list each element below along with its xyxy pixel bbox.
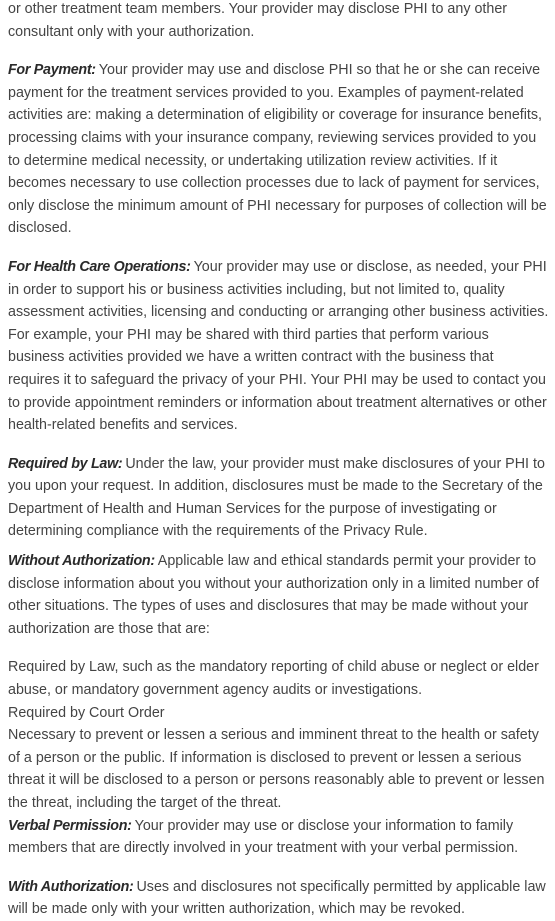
intro-paragraph: or other treatment team members. Your provider may disclose PHI to any other consultant only with your authorization. xyxy=(8,1,508,40)
without-authorization-paragraph xyxy=(8,550,549,640)
list-item: Required by Law, such as the mandatory reporting of child abuse or neglect or elder abuse, or mandatory government agency audits or investigations. xyxy=(8,659,539,699)
operations-heading: For Health Care Operations: xyxy=(8,258,191,275)
operations-text: Your provider may use or disclose, as needed, your PHI in order to support his or business activities including, but not limited to, quality assessment activities, licensing and conducting or arranging other business activities. For example, your PHI may be shared with third parties that perform various business activities provided we have a written contract with the business that requires it to safeguard the privacy of your PHI. Your PHI may be used to contact you to provide appointment reminders or information about treatment alternatives or other health-related benefits and services. xyxy=(8,258,549,434)
list-item: Required by Court Order xyxy=(8,704,165,721)
list-item: Necessary to prevent or lessen a serious and imminent threat to the health or safety of a person or the public. If information is disclosed to prevent or lessen a serious threat it will be disclosed to a person or persons reasonably able to prevent or lessen the threat, including the target of the threat. xyxy=(8,727,545,811)
payment-heading: For Payment: xyxy=(8,62,96,79)
with-authorization-heading: With Authorization: xyxy=(8,878,134,895)
verbal-permission-text: Your provider may use or disclose your information to family members that are directly involved in your treatment with your verbal permission. xyxy=(8,817,519,857)
without-authorization-heading: Without Authorization: xyxy=(8,553,155,570)
without-authorization-text: Applicable law and ethical standards permit your provider to disclose information about you without your authorization only in a limited number of other situations. The types of uses and disclosures that may be made without your authorization are those that are: xyxy=(8,553,539,637)
verbal-permission-paragraph xyxy=(8,815,549,860)
required-by-law-text: Under the law, your provider must make disclosures of your PHI to you upon your request. In addition, disclosures must be made to the Secretary of the Department of Health and Human Services for the purpose of investigating or determining compliance with the requirements of the Privacy Rule. xyxy=(8,455,545,540)
verbal-permission-heading: Verbal Permission: xyxy=(8,817,132,834)
required-by-law-paragraph xyxy=(8,453,549,543)
required-by-law-heading: Required by Law: xyxy=(8,455,123,472)
payment-paragraph xyxy=(8,59,549,240)
with-authorization-text: Uses and disclosures not specifically permitted by applicable law will be made only with your written authorization, which may be revoked. xyxy=(8,878,546,918)
operations-paragraph xyxy=(8,256,549,437)
with-authorization-paragraph xyxy=(8,876,549,921)
payment-text: Your provider may use and disclose PHI so that he or she can receive payment for the treatment services provided to you. Examples of payment-related activities are: making a determination of eligibility or coverage for insurance benefits, processing claims with your insurance company, reviewing services provided to you to determine medical necessity, or undertaking utilization review activities. If it becomes necessary to use collection processes due to lack of payment for services, only disclose the minimum amount of PHI necessary for purposes of collection will be disclosed. xyxy=(8,62,547,237)
